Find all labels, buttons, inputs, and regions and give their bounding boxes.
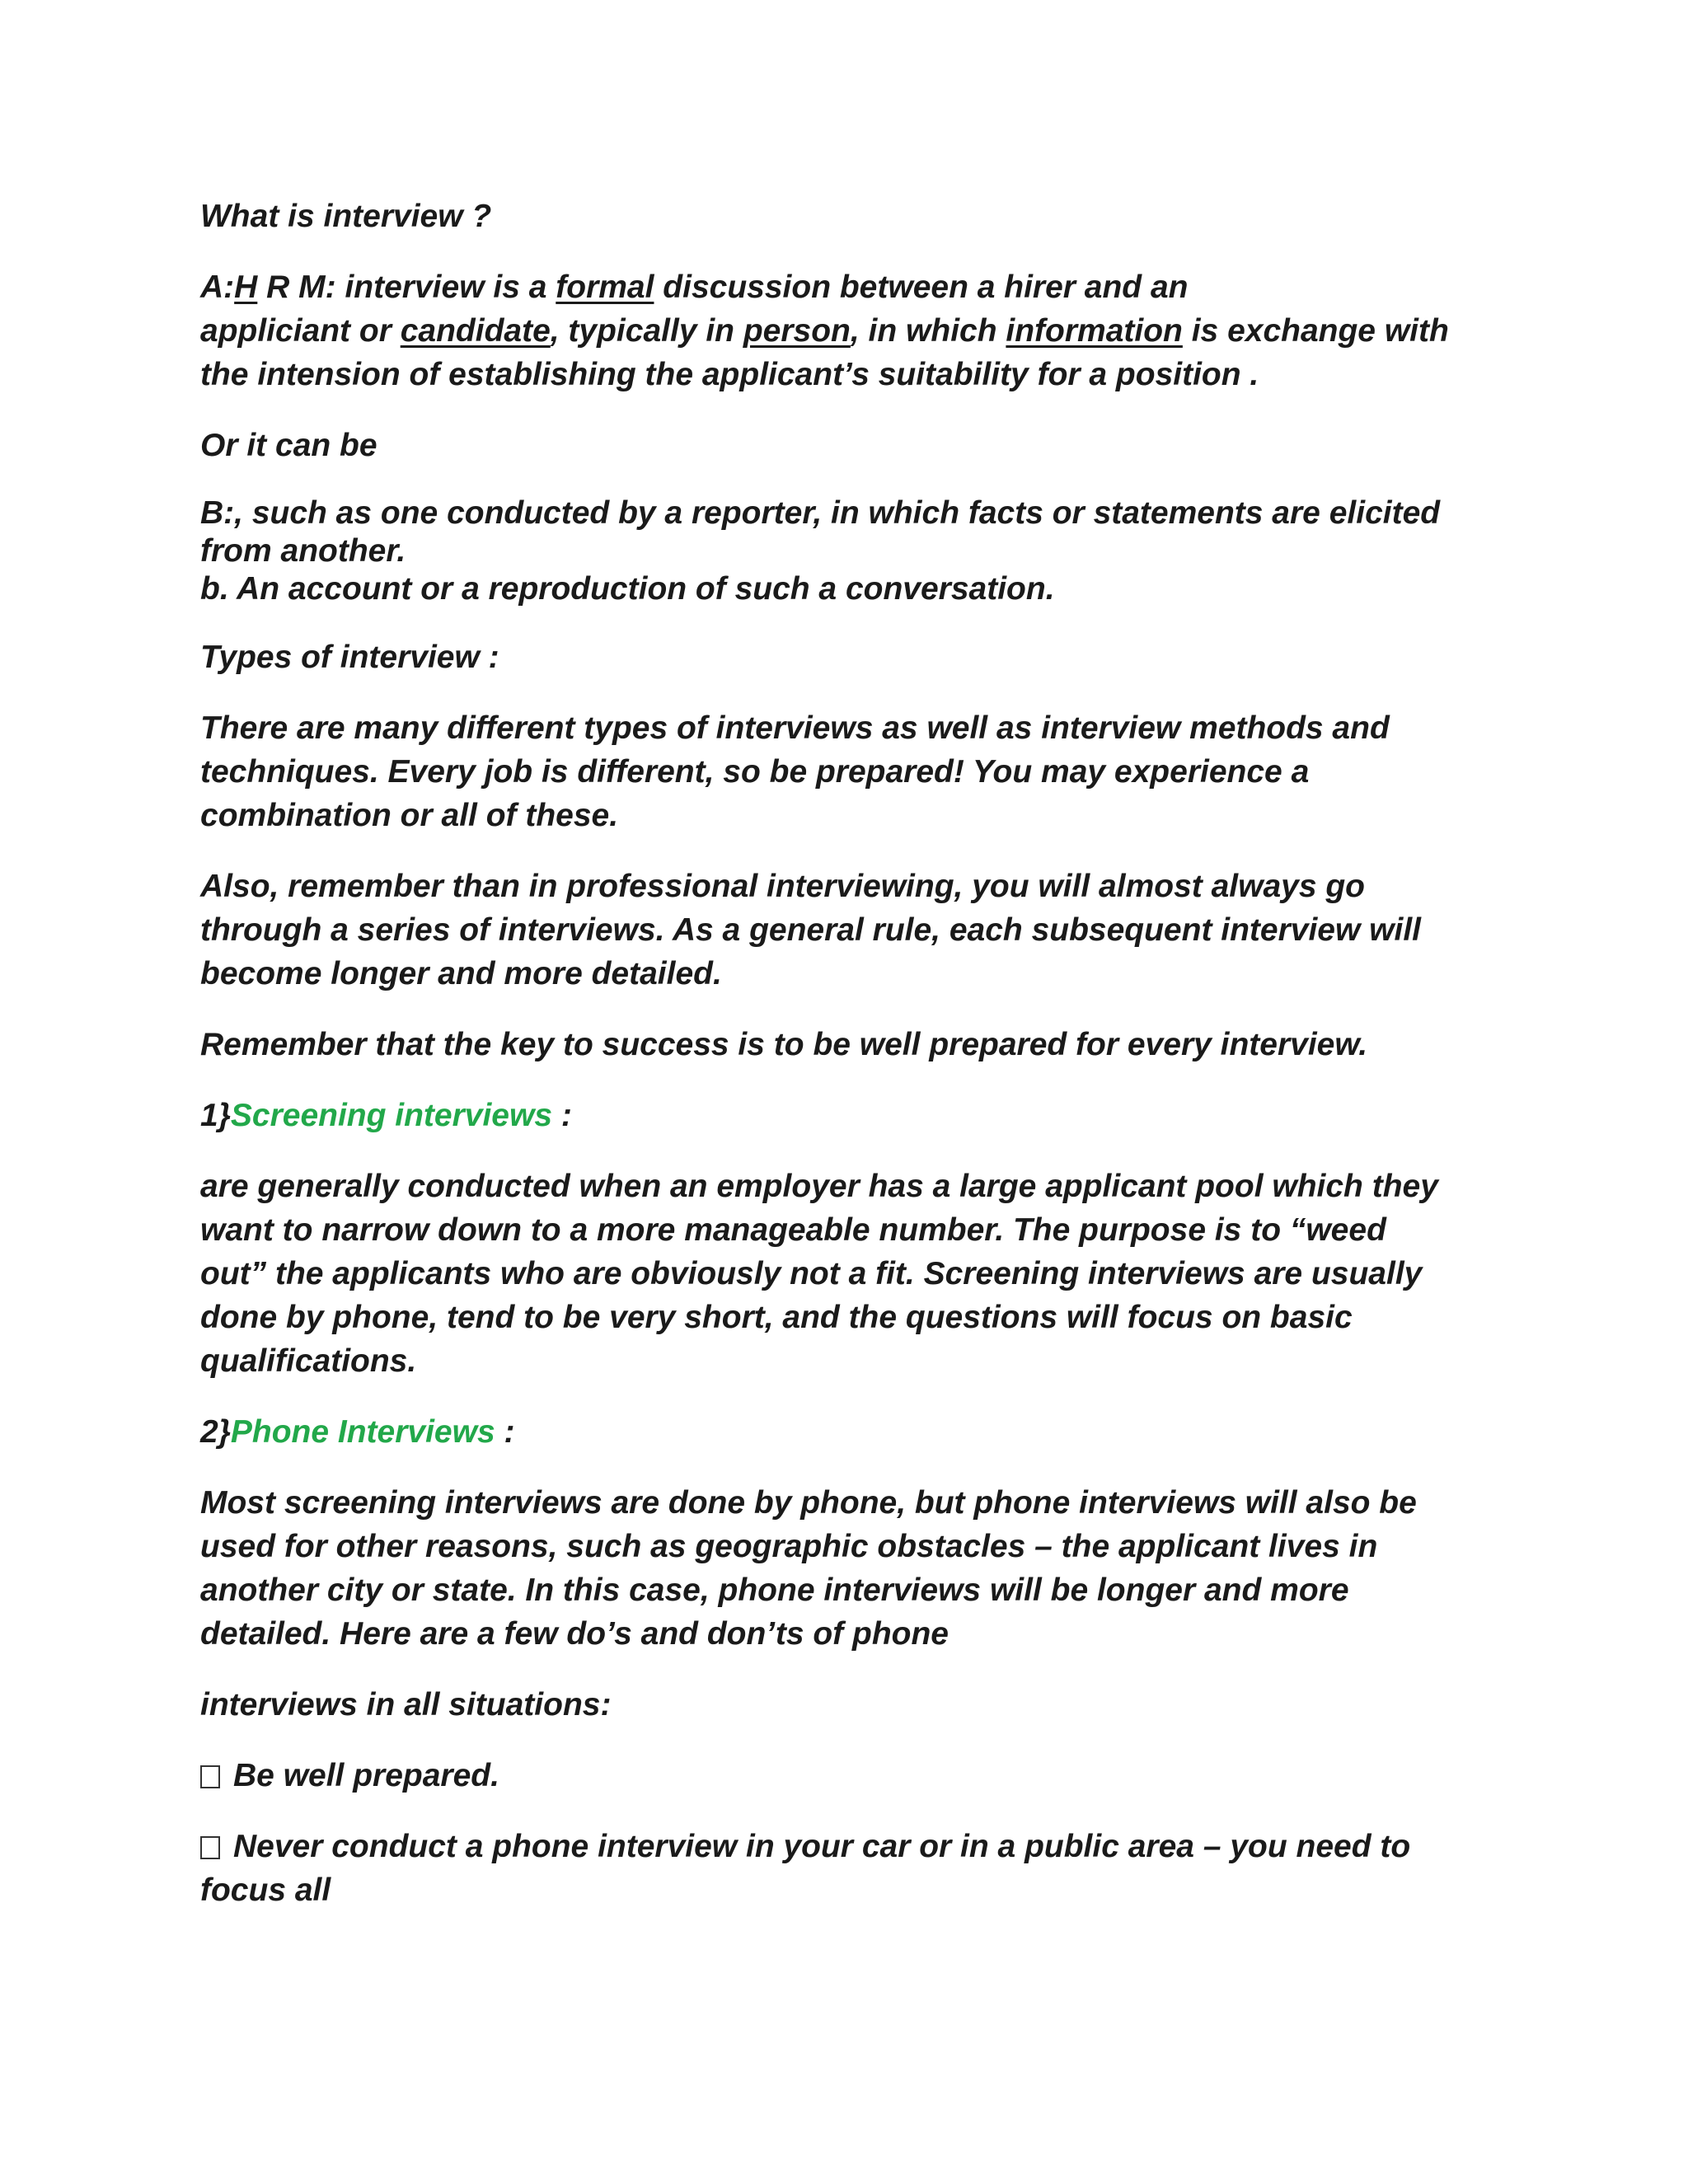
paragraph-line: qualifications. (200, 1343, 417, 1379)
missing-glyph-bullet-icon (200, 1765, 220, 1788)
underlined-formal: formal (556, 269, 654, 305)
underlined-person: person (743, 313, 851, 349)
section-1-title: Screening interviews (230, 1098, 553, 1133)
definition-a-line-2: appliciant or candidate, typically in person, in which information is exchange with (200, 313, 1449, 349)
paragraph-line: want to narrow down to a more manageable number. The purpose is to “weed (200, 1212, 1386, 1248)
bullet-item: Never conduct a phone interview in your car or in a public area – you need to focus all (200, 1825, 1503, 1912)
paragraph-line: done by phone, tend to be very short, and the questions will focus on basic (200, 1300, 1353, 1335)
missing-glyph-bullet-icon (200, 1836, 220, 1859)
section-2-heading: 2}Phone Interviews : (200, 1414, 515, 1450)
paragraph-line: used for other reasons, such as geographic obstacles – the applicant lives in (200, 1529, 1378, 1564)
paragraph-line: out” the applicants who are obviously not a fit. Screening interviews are usually (200, 1256, 1423, 1291)
paragraph-line: focus all (200, 1872, 331, 1908)
question-title: What is interview ? (200, 199, 492, 234)
paragraph-line: Most screening interviews are done by phone, but phone interviews will also be (200, 1485, 1417, 1521)
section-1-heading: 1}Screening interviews : (200, 1098, 572, 1133)
definition-b-line-2: from another. (200, 533, 406, 569)
bullet-item: Be well prepared. (200, 1754, 1503, 1797)
paragraph-line: combination or all of these. (200, 798, 619, 833)
definition-a-line-1: A:H R M: interview is a formal discussion between a hirer and an (200, 269, 1189, 305)
remember-line: Remember that the key to success is to be well prepared for every interview. (200, 1027, 1368, 1062)
section-1-paragraph (200, 1165, 1503, 1383)
definition-a-line-3: the intension of establishing the applicant’s suitability for a position . (200, 357, 1259, 392)
section-2-paragraph (200, 1481, 1503, 1656)
also-paragraph (200, 865, 1503, 996)
paragraph-line: another city or state. In this case, phone interviews will be longer and more (200, 1572, 1349, 1608)
situations-line: interviews in all situations: (200, 1687, 612, 1722)
or-it-can-be: Or it can be (200, 428, 377, 463)
types-title: Types of interview : (200, 640, 499, 675)
paragraph-line: are generally conducted when an employer has a large applicant pool which they (200, 1169, 1438, 1204)
underlined-information: information (1006, 313, 1183, 349)
paragraph-line: techniques. Every job is different, so be prepared! You may experience a (200, 754, 1310, 790)
definition-b-line-3: b. An account or a reproduction of such a conversation. (200, 571, 1055, 607)
paragraph-line: become longer and more detailed. (200, 956, 722, 991)
document-body (200, 194, 1503, 1912)
underlined-h: H (234, 269, 258, 305)
section-2-title: Phone Interviews (230, 1414, 495, 1450)
paragraph-line: detailed. Here are a few do’s and don’ts of phone (200, 1616, 949, 1652)
definition-b-line-1: B:, such as one conducted by a reporter, in which facts or statements are elicited (200, 495, 1441, 531)
types-paragraph (200, 706, 1503, 837)
underlined-candidate: candidate (400, 313, 551, 349)
paragraph-line: through a series of interviews. As a general rule, each subsequent interview will (200, 912, 1422, 948)
paragraph-line: Also, remember than in professional interviewing, you will almost always go (200, 869, 1366, 904)
paragraph-line: There are many different types of interviews as well as interview methods and (200, 710, 1390, 746)
